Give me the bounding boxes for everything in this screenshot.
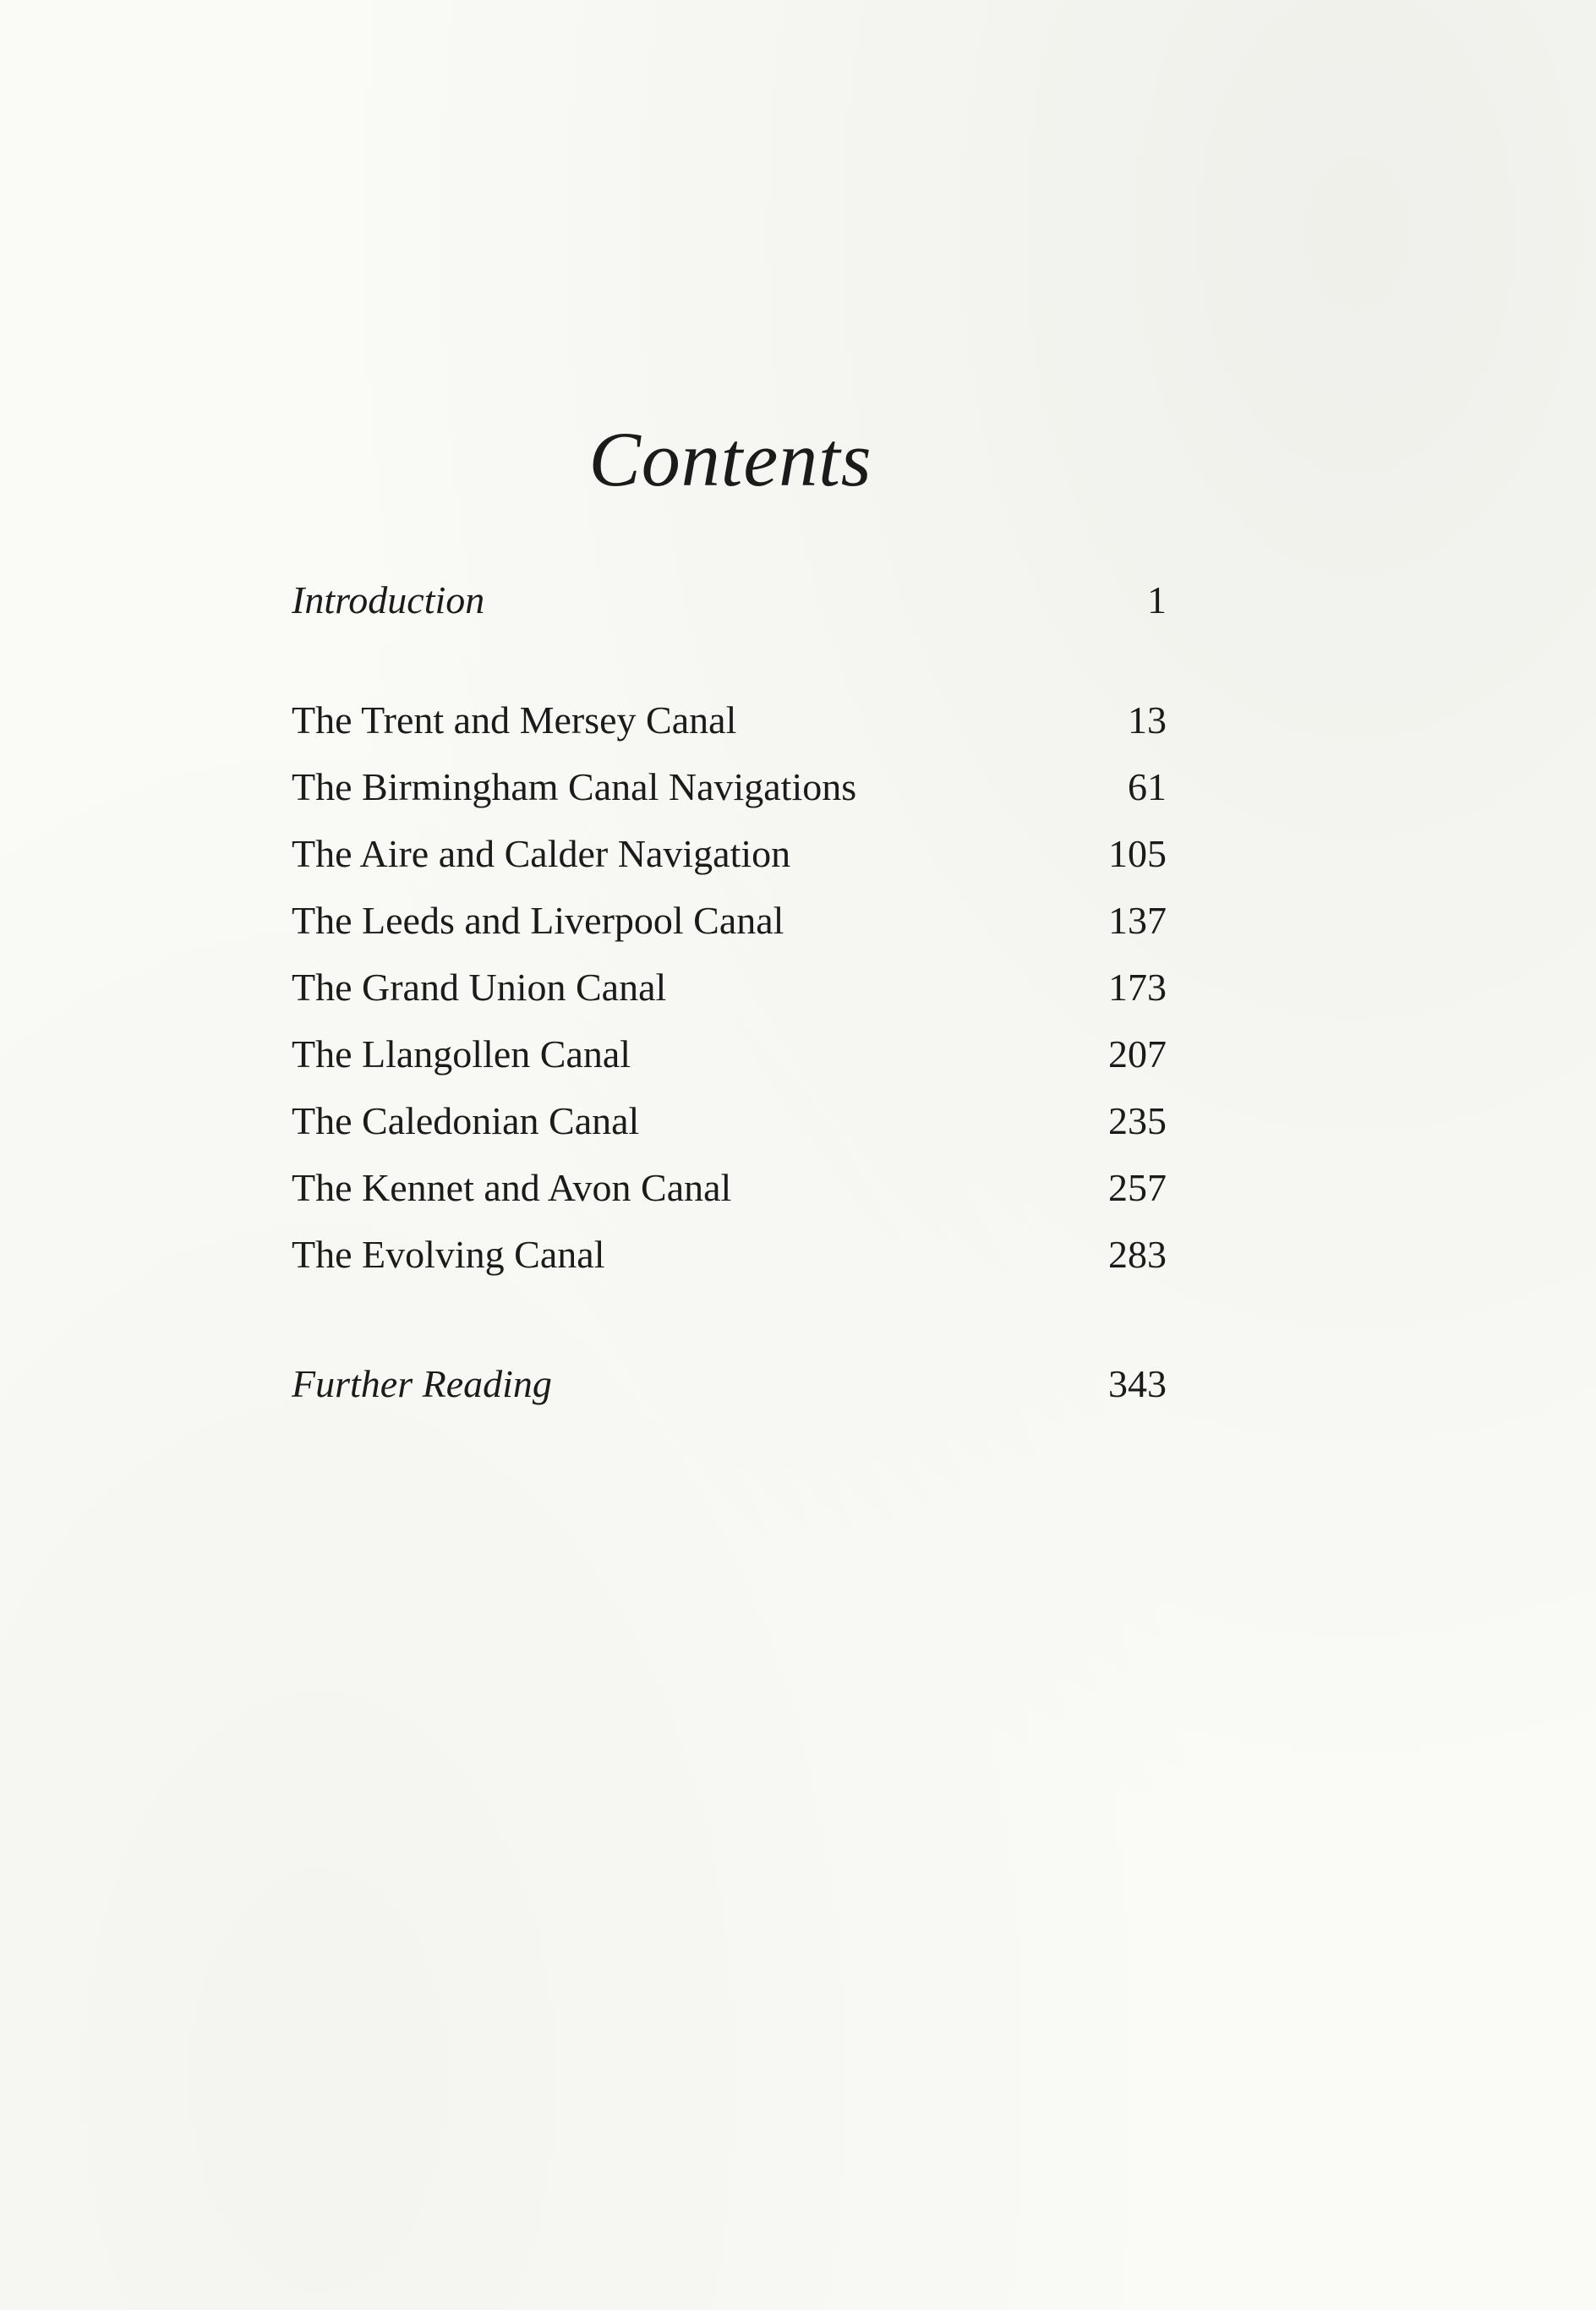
toc-entry-label: The Birmingham Canal Navigations	[292, 765, 857, 808]
toc-entry-label: The Aire and Calder Navigation	[292, 832, 791, 875]
toc-row-chapter[interactable]	[292, 1221, 1167, 1288]
toc-entry-page: 207	[1108, 1032, 1167, 1076]
toc-entry-label: The Grand Union Canal	[292, 966, 667, 1009]
toc-entry-page: 257	[1108, 1166, 1167, 1209]
toc-entry-label: The Kennet and Avon Canal	[292, 1166, 732, 1209]
toc-entry-label: Introduction	[292, 578, 485, 621]
toc-entry-page: 105	[1108, 832, 1167, 875]
toc-row-further-reading[interactable]	[292, 1350, 1167, 1417]
toc-entry-page: 137	[1108, 899, 1167, 942]
toc-entry-page: 1	[1147, 578, 1167, 621]
toc-entry-label: The Llangollen Canal	[292, 1032, 631, 1076]
toc-entry-page: 235	[1108, 1099, 1167, 1142]
toc-entry-page: 343	[1108, 1362, 1167, 1405]
toc-entry-page: 13	[1128, 698, 1167, 742]
toc-row-chapter[interactable]	[292, 687, 1167, 753]
toc-chapter-list	[292, 687, 1167, 1288]
toc-entry-page: 173	[1108, 966, 1167, 1009]
toc-row-chapter[interactable]	[292, 753, 1167, 820]
toc-row-chapter[interactable]	[292, 1087, 1167, 1154]
toc-entry-label: The Caledonian Canal	[292, 1099, 640, 1142]
toc-entry-label: The Trent and Mersey Canal	[292, 698, 737, 742]
toc-entry-page: 283	[1108, 1233, 1167, 1276]
toc-row-chapter[interactable]	[292, 820, 1167, 887]
toc-entry-label: The Evolving Canal	[292, 1233, 605, 1276]
toc-entry-label: The Leeds and Liverpool Canal	[292, 899, 784, 942]
toc-row-chapter[interactable]	[292, 887, 1167, 954]
toc-entry-page: 61	[1128, 765, 1167, 808]
page-title: Contents	[588, 416, 872, 502]
toc-row-chapter[interactable]	[292, 1021, 1167, 1087]
toc-introduction	[292, 567, 1167, 633]
toc-row-chapter[interactable]	[292, 1154, 1167, 1221]
toc-row-introduction[interactable]	[292, 567, 1167, 633]
toc-further-reading	[292, 1350, 1167, 1417]
toc-entry-label: Further Reading	[292, 1362, 552, 1405]
toc-row-chapter[interactable]	[292, 954, 1167, 1021]
